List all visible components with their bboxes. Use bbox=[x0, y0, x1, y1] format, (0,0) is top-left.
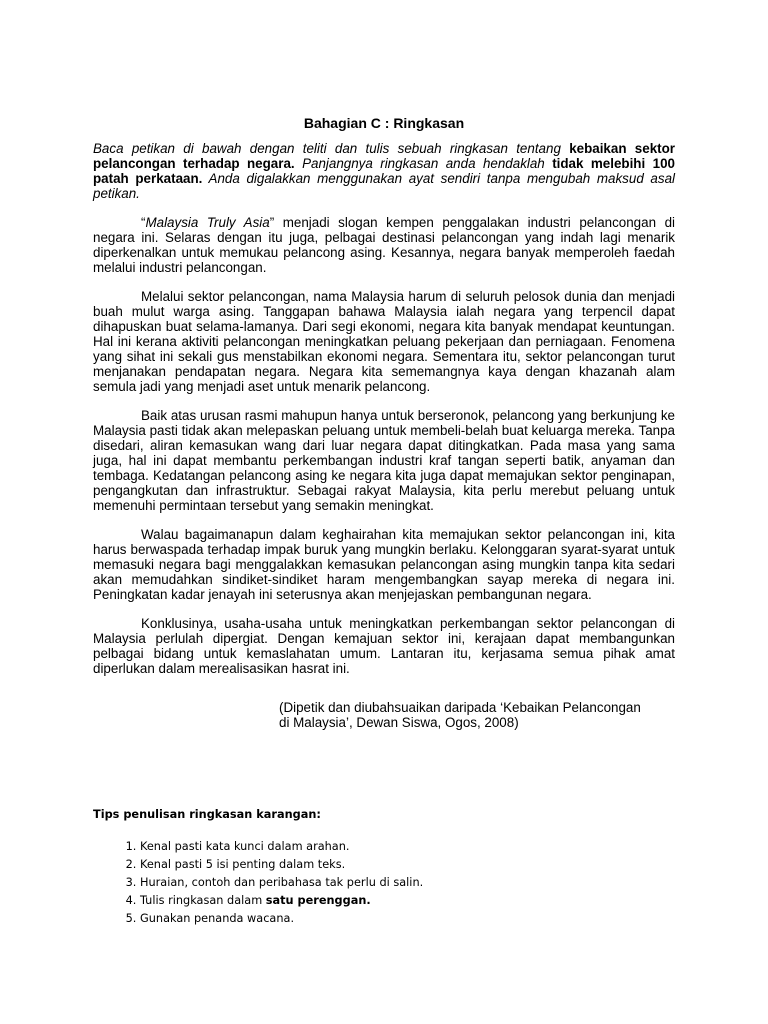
paragraph-5: Konklusinya, usaha-usaha untuk meningkatkan perkembangan sektor pelancongan di Malaysia perlulah dipergiat. Dengan kemajuan sektor ini, kerajaan dapat membangunkan pelbagai bidang untuk kemaslahatan umum. Lantaran itu, kerjasama semua pihak amat diperlukan dalam merealisasikan hasrat ini. bbox=[93, 616, 675, 676]
tip-item-4-text: Tulis ringkasan dalam bbox=[140, 894, 266, 907]
tip-item-5: 5. Gunakan penanda wacana. bbox=[140, 910, 675, 928]
instruction-bold-limit: tidak melebihi 100 patah perkataan. bbox=[93, 156, 675, 186]
paragraph-4: Walau bagaimanapun dalam keghairahan kita memajukan sektor pelancongan ini, kita harus berwaspada terhadap impak buruk yang mungkin berlaku. Kelonggaran syarat-syarat untuk memasuki negara bagi menggalakkan kemasukan pelancongan asing mungkin tanpa kita sedari akan memudahkan sindiket-sindiket haram mengembangkan sayap mereka di negara ini. Peningkatan kadar jenayah ini seterusnya akan menjejaskan pembangunan negara. bbox=[93, 527, 675, 602]
instruction-text-3: Anda digalakkan menggunakan ayat sendiri tanpa mengubah maksud asal petikan. bbox=[93, 171, 676, 201]
quote-open: “ bbox=[141, 215, 146, 230]
tip-item-1: 1. Kenal pasti kata kunci dalam arahan. bbox=[140, 838, 675, 856]
source-line-2: di Malaysia’, Dewan Siswa, Ogos, 2008) bbox=[279, 715, 519, 730]
document-body bbox=[93, 141, 675, 730]
tip-item-3: 3. Huraian, contoh dan peribahasa tak perlu di salin. bbox=[140, 874, 675, 892]
paragraph-1-text: ” menjadi slogan kempen penggalakan industri pelancongan di negara ini. Selaras dengan itu juga, pelbagai destinasi pelancongan yang indah lagi menarik diperkenalkan untuk memukau pelancong asing. Kesannya, negara banyak memperoleh faedah melalui industri pelancongan. bbox=[93, 215, 675, 275]
instruction-paragraph bbox=[93, 141, 675, 201]
section-title: Bahagian C : Ringkasan bbox=[303, 115, 465, 131]
tips-title: Tips penulisan ringkasan karangan: bbox=[93, 808, 321, 821]
paragraph-1 bbox=[93, 215, 675, 275]
tip-item-4-bold: satu perenggan. bbox=[265, 894, 371, 907]
source-citation bbox=[279, 700, 675, 730]
paragraph-3: Baik atas urusan rasmi mahupun hanya untuk berseronok, pelancong yang berkunjung ke Malaysia pasti tidak akan melepaskan peluang untuk membeli-belah buat keluarga mereka. Tanpa disedari, aliran kemasukan wang dari luar negara dapat ditingkatkan. Pada masa yang sama juga, hal ini dapat membantu perkembangan industri kraf tangan seperti batik, anyaman dan tembaga. Kedatangan pelancong asing ke negara kita juga dapat memajukan sektor penginapan, pengangkutan dan infrastruktur. Sebagai rakyat Malaysia, kita perlu merebut peluang untuk memenuhi permintaan tersebut yang semakin meningkat. bbox=[93, 408, 675, 513]
instruction-text-1: Baca petikan di bawah dengan teliti dan tulis sebuah ringkasan tentang bbox=[93, 141, 570, 156]
tip-item-2: 2. Kenal pasti 5 isi penting dalam teks. bbox=[140, 856, 675, 874]
instruction-bold-topic: kebaikan sektor pelancongan terhadap negara. bbox=[93, 141, 675, 171]
tip-item-4 bbox=[140, 892, 675, 910]
slogan-text: Malaysia Truly Asia bbox=[145, 215, 270, 230]
instruction-text-2: Panjangnya ringkasan anda hendaklah bbox=[294, 156, 553, 171]
paragraph-2: Melalui sektor pelancongan, nama Malaysia harum di seluruh pelosok dunia dan menjadi buah mulut warga asing. Tanggapan bahawa Malaysia ialah negara yang terpencil dapat dihapuskan buat selama-lamanya. Dari segi ekonomi, negara kita banyak mendapat keuntungan. Hal ini kerana aktiviti pelancongan meningkatkan peluang pekerjaan dan perniagaan. Fenomena yang sihat ini sekali gus menstabilkan ekonomi negara. Sementara itu, sektor pelancongan turut menjanakan pendapatan negara. Negara kita sememangnya kaya dengan khazanah alam semula jadi yang menjadi aset untuk menarik pelancong. bbox=[93, 289, 675, 394]
tips-section bbox=[93, 808, 675, 928]
source-line-1: (Dipetik dan diubahsuaikan daripada ‘Kebaikan Pelancongan bbox=[279, 700, 641, 715]
tips-list bbox=[93, 838, 675, 928]
